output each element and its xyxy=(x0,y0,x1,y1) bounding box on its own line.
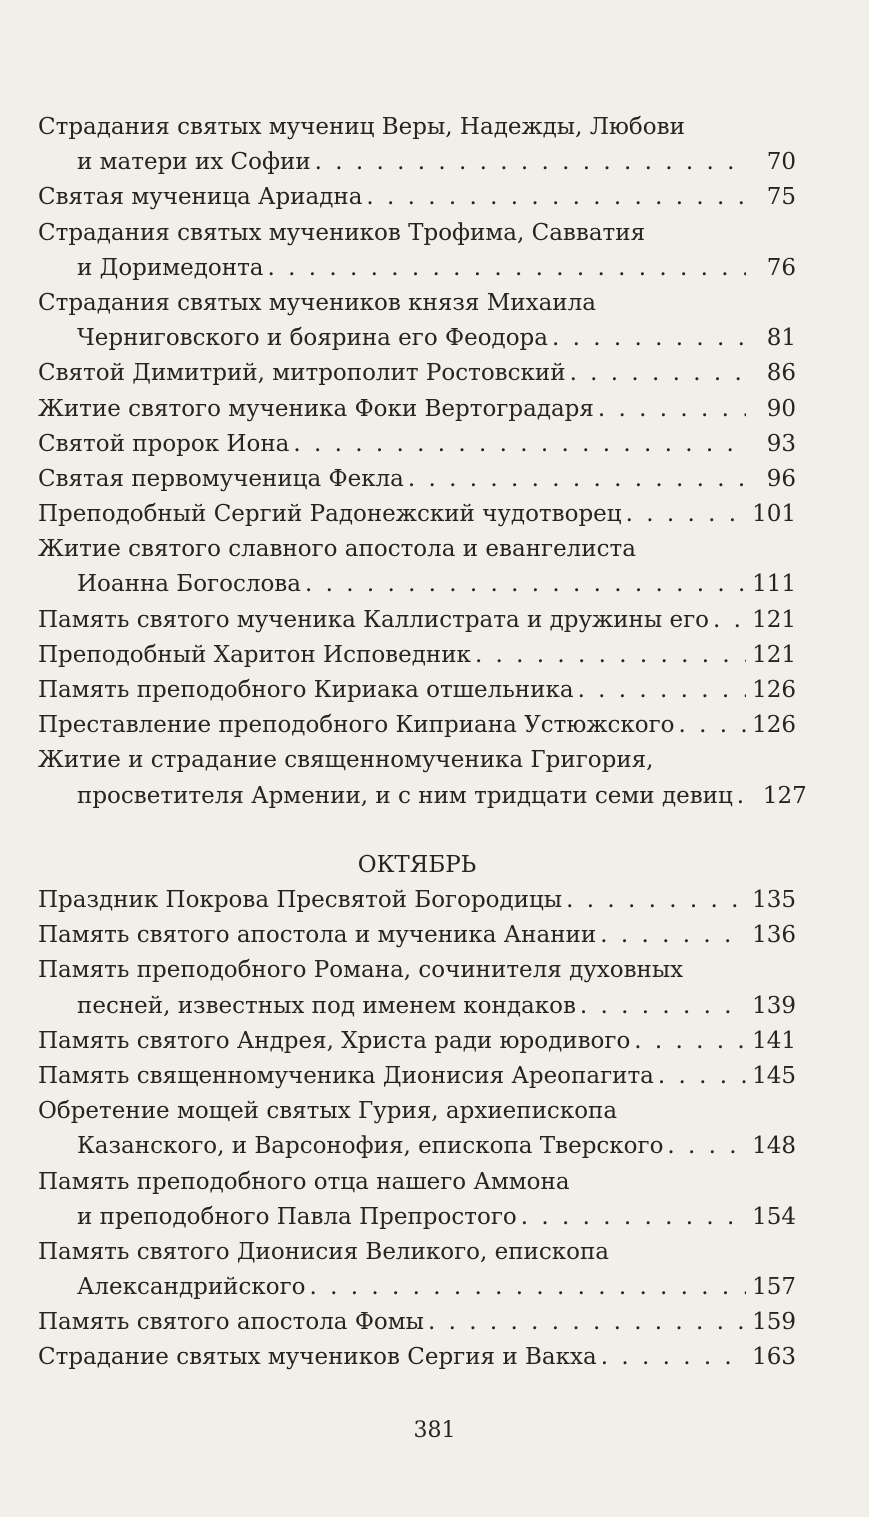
toc-entry-title: Святая первомученица Фекла xyxy=(38,465,404,492)
toc-entry-title: Память преподобного Кириака отшельника xyxy=(38,677,574,703)
toc-entry xyxy=(38,603,796,638)
toc-entry-line xyxy=(38,1340,796,1375)
toc-entry-page: 76 xyxy=(766,254,796,281)
toc-entry-line xyxy=(38,180,796,215)
toc-entry-page: 75 xyxy=(766,184,796,211)
toc-entry-title: Обретение мощей святых Гурия, архиепископа xyxy=(38,1098,618,1125)
toc-entry-title: песней, известных под именем кондаков xyxy=(77,992,576,1019)
toc-entry-title: Иоанна Богослова xyxy=(77,571,301,598)
dot-leader xyxy=(305,567,746,602)
toc-entry-line xyxy=(38,462,796,497)
toc-entry xyxy=(38,497,796,532)
toc-entry-title: Житие святого славного апостола и евангелиста xyxy=(38,536,636,563)
toc-entry-title: Память преподобного отца нашего Аммона xyxy=(38,1168,570,1195)
toc-entry-page: 136 xyxy=(752,922,796,949)
toc-entry-line xyxy=(38,1129,796,1164)
toc-entry-page: 163 xyxy=(752,1344,796,1371)
toc-entry xyxy=(38,392,796,427)
toc-entry-page: 139 xyxy=(752,992,796,1019)
dot-leader xyxy=(580,989,746,1024)
toc-entry-line xyxy=(38,743,796,778)
dot-leader xyxy=(713,603,746,638)
dot-leader xyxy=(268,251,746,286)
toc-entry-title: Александрийского xyxy=(77,1274,306,1301)
dot-leader xyxy=(598,392,746,427)
toc-entry xyxy=(38,673,796,708)
toc-entry-title: Память священномученика Дионисия Ареопагита xyxy=(38,1062,654,1089)
toc-entry-line xyxy=(38,1270,796,1305)
dot-leader xyxy=(293,427,746,462)
toc-entry-title: Праздник Покрова Пресвятой Богородицы xyxy=(38,887,563,913)
toc-entry-page: 157 xyxy=(752,1274,796,1301)
toc-entry xyxy=(38,110,796,180)
toc-entry-title: и преподобного Павла Препростого xyxy=(77,1203,517,1230)
toc-entry xyxy=(38,1305,796,1340)
toc-entry xyxy=(38,427,796,462)
toc-entry-page: 154 xyxy=(752,1203,796,1230)
toc-entry-title: Святой Димитрий, митрополит Ростовский xyxy=(38,360,566,387)
dot-leader xyxy=(679,708,746,743)
toc-entry-page: 126 xyxy=(752,712,796,739)
dot-leader xyxy=(428,1305,746,1340)
dot-leader xyxy=(601,1340,746,1375)
toc-entry-line xyxy=(38,1059,796,1094)
toc-entry-line xyxy=(38,1165,796,1200)
toc-entry-line xyxy=(38,216,796,251)
toc-entry-title: и Доримедонта xyxy=(77,254,264,281)
toc-entry-title: Страдание святых мучеников Сергия и Вакха xyxy=(38,1344,597,1371)
toc-entry-line xyxy=(38,567,796,602)
toc-entry xyxy=(38,1340,796,1375)
toc-entry-page: 90 xyxy=(766,395,796,422)
toc-entry-page: 141 xyxy=(752,1027,796,1054)
toc-entry-line xyxy=(38,989,796,1024)
dot-leader xyxy=(315,145,746,180)
toc-entry-line xyxy=(38,427,796,462)
dot-leader xyxy=(475,638,746,673)
toc-entry-title: Память святого Андрея, Христа ради юродивого xyxy=(38,1027,631,1054)
toc-entry-title: Святая мученица Ариадна xyxy=(38,184,363,211)
toc-entry-line xyxy=(38,673,796,708)
toc-entry-title: Житие и страдание священномученика Григория, xyxy=(38,747,654,774)
toc-entry-page: 126 xyxy=(752,677,796,703)
toc-entry-line xyxy=(38,1024,796,1059)
toc-entry-line xyxy=(38,497,796,532)
toc-entry-title: Казанского, и Варсонофия, епископа Тверского xyxy=(77,1133,664,1160)
toc-entry-line xyxy=(38,1305,796,1340)
toc-entry-line xyxy=(38,953,796,988)
toc-entry-line xyxy=(38,532,796,567)
toc-entry-line xyxy=(38,356,796,391)
toc-entry-title: Память святого апостола Фомы xyxy=(38,1309,424,1336)
dot-leader xyxy=(566,883,746,918)
toc-entry-page: 148 xyxy=(752,1133,796,1160)
toc-entry-line xyxy=(38,779,807,814)
dot-leader xyxy=(408,462,746,497)
toc-entry xyxy=(38,356,796,391)
toc-entry xyxy=(38,1165,796,1235)
toc-entry-page: 96 xyxy=(766,465,796,492)
toc-entry-page: 159 xyxy=(752,1309,796,1336)
dot-leader xyxy=(578,673,746,708)
toc-september xyxy=(38,110,807,814)
toc-entry-line xyxy=(38,321,796,356)
toc-entry-page: 101 xyxy=(752,501,796,528)
toc-entry xyxy=(38,532,796,602)
toc-entry-line xyxy=(38,638,796,673)
toc-entry xyxy=(38,883,796,918)
toc-entry-page: 135 xyxy=(752,887,796,913)
toc-entry xyxy=(38,918,796,953)
toc-entry-line xyxy=(38,603,796,638)
toc-entry xyxy=(38,708,796,743)
dot-leader xyxy=(366,180,746,215)
toc-entry xyxy=(38,1059,796,1094)
toc-entry xyxy=(38,638,796,673)
toc-entry-title: Преподобный Сергий Радонежский чудотворец xyxy=(38,501,622,528)
toc-entry-page: 127 xyxy=(762,782,807,809)
toc-entry-title: Страдания святых мучениц Веры, Надежды, Любови xyxy=(38,114,685,140)
dot-leader xyxy=(309,1270,746,1305)
toc-entry-title: Преподобный Харитон Исповедник xyxy=(38,641,471,668)
toc-entry xyxy=(38,743,807,813)
toc-entry-title: Память святого апостола и мученика Анании xyxy=(38,922,597,949)
toc-entry-line xyxy=(38,708,796,743)
dot-leader xyxy=(552,321,746,356)
toc-entry xyxy=(38,216,796,286)
toc-entry-page: 81 xyxy=(766,325,796,352)
dot-leader xyxy=(658,1059,746,1094)
toc-entry-line xyxy=(38,918,796,953)
toc-entry-title: Черниговского и боярина его Феодора xyxy=(77,325,548,352)
toc-entry-page: 111 xyxy=(752,571,796,598)
toc-entry-title: просветителя Армении, и с ним тридцати семи девиц xyxy=(77,782,733,809)
toc-entry-title: Память святого мученика Каллистрата и дружины его xyxy=(38,606,709,633)
page-number: 381 xyxy=(413,1418,456,1443)
toc-entry xyxy=(38,180,796,215)
toc-entry-title: Память преподобного Романа, сочинителя духовных xyxy=(38,957,684,984)
toc-entry xyxy=(38,286,796,356)
toc-entry-title: Преставление преподобного Киприана Устюжского xyxy=(38,712,675,739)
toc-entry-line xyxy=(38,145,796,180)
toc-entry-line xyxy=(38,110,796,145)
dot-leader xyxy=(737,779,757,814)
dot-leader xyxy=(634,1024,746,1059)
toc-entry xyxy=(38,462,796,497)
dot-leader xyxy=(600,918,746,953)
toc-entry xyxy=(38,1235,796,1305)
toc-entry-line xyxy=(38,1235,796,1270)
toc-october xyxy=(38,883,796,1376)
dot-leader xyxy=(570,356,746,391)
toc-entry-line xyxy=(38,1200,796,1235)
toc-entry-page: 145 xyxy=(752,1062,796,1089)
toc-entry-page: 93 xyxy=(766,430,796,457)
dot-leader xyxy=(667,1129,746,1164)
toc-entry-line xyxy=(38,392,796,427)
toc-entry-title: Святой пророк Иона xyxy=(38,430,290,457)
toc-entry-line xyxy=(38,883,796,918)
toc-entry-title: Житие святого мученика Фоки Вертоградаря xyxy=(38,395,594,422)
toc-entry xyxy=(38,1024,796,1059)
toc-entry-title: и матери их Софии xyxy=(77,149,311,176)
toc-entry-title: Страдания святых мучеников Трофима, Савватия xyxy=(38,219,646,246)
dot-leader xyxy=(521,1200,746,1235)
toc-entry-page: 121 xyxy=(752,641,796,668)
toc-entry-line xyxy=(38,286,796,321)
toc-entry-page: 86 xyxy=(766,360,796,387)
toc-entry xyxy=(38,953,796,1023)
toc-entry-title: Страдания святых мучеников князя Михаила xyxy=(38,289,596,316)
section-heading-october: ОКТЯБРЬ xyxy=(357,852,477,878)
dot-leader xyxy=(626,497,746,532)
toc-entry-title: Память святого Дионисия Великого, епископа xyxy=(38,1238,610,1265)
toc-entry-page: 121 xyxy=(752,606,796,633)
toc-entry xyxy=(38,1094,796,1164)
toc-entry-line xyxy=(38,1094,796,1129)
toc-entry-page: 70 xyxy=(766,149,796,176)
toc-entry-line xyxy=(38,251,796,286)
